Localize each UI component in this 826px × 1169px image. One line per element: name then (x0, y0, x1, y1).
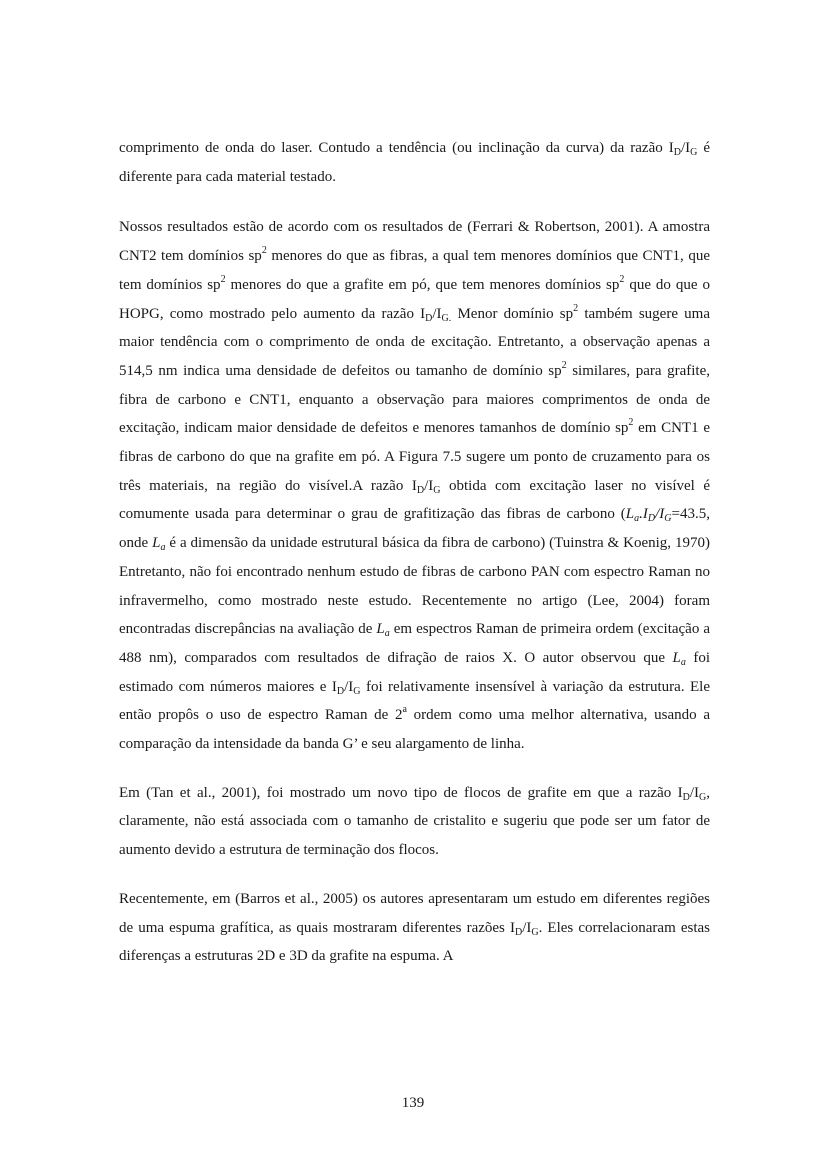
superscript: a (402, 704, 407, 716)
text: é a dimensão da unidade estrutural básica da fibra de carbono) (Tuinstra & Koenig, 1970) Entretanto, não foi encontrado nenhum estudo de fibras de carbono PAN com espectro Raman no infravermelho, como mostrado neste estudo. Recentemente no artigo (Lee, 2004) foram encontradas discrepâncias na avaliação de (119, 535, 710, 638)
superscript: 2 (619, 273, 625, 285)
subscript: G (690, 147, 698, 158)
text: Recentemente, em (Barros et al., 2005) os autores apresentaram um estudo em diferentes regiões de uma espuma grafítica, as quais mostraram diferentes razões I (119, 890, 710, 936)
text: foi estimado com números maiores e I (119, 649, 710, 695)
text: /I (689, 784, 700, 801)
text: menores do que as fibras, a qual tem menores domínios que CNT1, que tem domínios sp (119, 248, 710, 293)
text: /I (424, 477, 434, 494)
text: /I (680, 140, 691, 156)
text: que do que o HOPG, como mostrado pelo aumento da razão I (119, 276, 710, 322)
subscript: a (160, 542, 166, 554)
subscript: D (416, 484, 425, 496)
symbol-l: L (625, 506, 635, 523)
subscript: a (680, 656, 686, 668)
text: . Eles correlacionaram estas diferenças a estruturas 2D e 3D da grafite na espuma. A (119, 919, 710, 965)
subscript: G (664, 513, 672, 525)
paragraph-3 (119, 779, 710, 865)
text: =43.5, onde (119, 506, 710, 552)
text: Nossos resultados estão de acordo com os resultados de (Ferrari & Robertson, 2001). A amostra CNT2 tem domínios sp (119, 219, 710, 265)
subscript: a (384, 628, 390, 640)
superscript: 2 (561, 359, 567, 371)
symbol-la (673, 650, 686, 666)
text: também sugere uma maior tendência com o comprimento de onda de excitação. Entretanto, a observação apenas a 514,5 nm indica uma densidade de defeitos ou tamanho de domínio sp (119, 305, 710, 379)
text: /I (432, 305, 442, 322)
formula-la (625, 506, 672, 525)
symbol-la (376, 621, 390, 640)
text: menores do que a grafite em pó, que tem menores domínios sp (225, 276, 620, 293)
subscript: G (353, 685, 361, 697)
text: comprimento de onda do laser. Contudo a tendência (ou inclinação da curva) da razão I (119, 140, 674, 156)
subscript: G. (441, 312, 452, 324)
text: Menor domínio sp (451, 305, 574, 322)
text: em CNT1 e fibras de carbono do que na grafite em pó. A Figura 7.5 sugere um ponto de cruzamento para os três materiais, na região do visível.A razão I (119, 420, 710, 494)
symbol-la (152, 535, 166, 554)
text: ordem como uma melhor alternativa, usando a comparação da intensidade da banda G’ e seu alargamento de linha. (119, 707, 710, 753)
text: / (655, 506, 660, 523)
text: . (639, 506, 643, 523)
superscript: 2 (628, 417, 634, 429)
symbol-i: I (659, 506, 665, 523)
subscript: G (699, 791, 707, 803)
subscript: D (425, 312, 433, 324)
paragraph-2 (119, 213, 710, 758)
superscript: 2 (573, 302, 579, 314)
text: , claramente, não está associada com o tamanho de cristalito e sugeriu que pode ser um fator de aumento devido a estrutura de terminação dos flocos. (119, 784, 710, 859)
text: em espectros Raman de primeira ordem (excitação a 488 nm), comparados com resultados de difração de raios X. O autor observou que (119, 621, 710, 666)
text: foi relativamente insensível à variação da estrutura. Ele então propôs o uso de espectro Raman de 2 (119, 678, 710, 724)
text: /I (522, 919, 532, 936)
subscript: D (673, 147, 681, 158)
subscript: D (514, 926, 523, 938)
subscript: D (682, 791, 690, 803)
text: similares, para grafite, fibra de carbono e CNT1, enquanto a observação para maiores comprimentos de onda de excitação, indicam maior densidade de defeitos e menores tamanhos de domínio sp (119, 362, 710, 437)
symbol-l: L (376, 621, 385, 638)
subscript: a (634, 513, 640, 525)
paragraph-1 (119, 134, 710, 191)
symbol-l: L (152, 535, 161, 552)
subscript: D (647, 513, 656, 525)
subscript: G (531, 926, 539, 938)
subscript: D (336, 685, 345, 697)
symbol-i: I (642, 506, 648, 523)
superscript: 2 (261, 245, 267, 257)
document-body (119, 134, 710, 991)
text: /I (344, 678, 354, 695)
paragraph-4 (119, 885, 710, 971)
text: é diferente para cada material testado. (119, 140, 710, 185)
subscript: G (433, 484, 441, 496)
symbol-l: L (672, 649, 681, 666)
page-number: 139 (401, 1095, 425, 1111)
text: Em (Tan et al., 2001), foi mostrado um novo tipo de flocos de grafite em que a razão I (119, 784, 683, 801)
superscript: 2 (220, 273, 226, 285)
text: obtida com excitação laser no visível é comumente usada para determinar o grau de grafitização das fibras de carbono ( (119, 477, 710, 523)
